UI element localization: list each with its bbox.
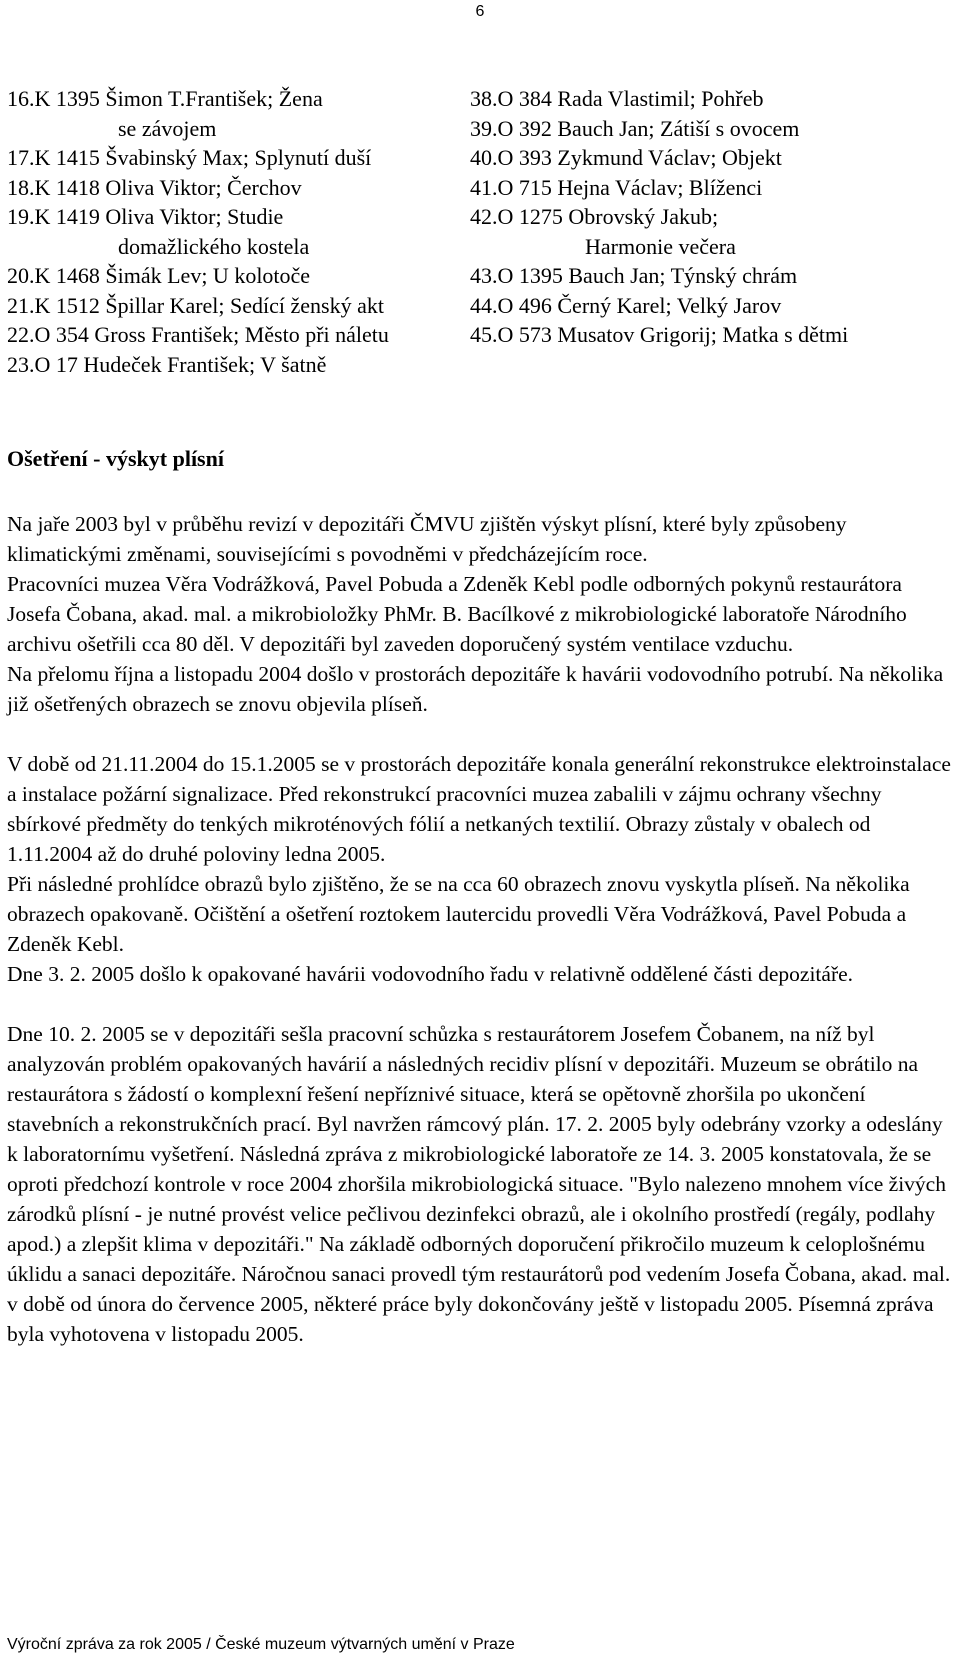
list-item-text: 16.K 1395 Šimon T.František; Žena (7, 86, 323, 111)
list-item-text: 18.K 1418 Oliva Viktor; Čerchov (7, 174, 302, 200)
list-item-text: 39.O 392 Bauch Jan; Zátiší s ovocem (470, 115, 800, 141)
list-item (470, 173, 920, 203)
list-item (470, 84, 920, 114)
list-item-text: 22.O 354 Gross František; Město při náletu (7, 322, 389, 347)
paragraph: Dne 3. 2. 2005 došlo k opakované havárii vodovodního řadu v relativně oddělené části depozitáře. (7, 962, 854, 986)
list-item (470, 202, 920, 261)
artwork-list-right (470, 84, 920, 350)
list-item-text: 17.K 1415 Švabinský Max; Splynutí duší (7, 145, 372, 170)
list-item-continuation: domažlického kostela (118, 233, 310, 259)
paragraph: Dne 10. 2. 2005 se v depozitáři sešla pracovní schůzka s restaurátorem Josefem Čobanem, na níž byl analyzován problém opakovaných havárií a následných recidiv plísní v depozitáři. Muzeum se obrátilo na restaurátora s žádostí o komplexní řešení nepříznivé situace, která se opětovně zhoršila po ukončení stavebních a rekonstrukčních prací. Byl navržen rámcový plán. 17. 2. 2005 byly odebrány vzorky a odeslány k laboratornímu vyšetření. Následná zpráva z mikrobiologické laboratoře ze 14. 3. 2005 konstatovala, že se oproti předchozí kontrole v roce 2004 zhoršila mikrobiologická situace. "Bylo nalezeno mnohem více živých zárodků plísní - je nutné provést velice pečlivou dezinfekci obrazů, ale i okolního prostředí (regály, podlahy apod.) a zlepšit klima v depozitáři." Na základě odborných doporučení přikročilo muzeum k celoplošnému úklidu a sanaci depozitáře. Náročnou sanaci provedl tým restaurátorů pod vedením Josefa Čobana, akad. mal. v době od února do července 2005, některé práce byly dokončovány ještě v listopadu 2005. Písemná zpráva byla vyhotovena v listopadu 2005. (7, 1022, 951, 1346)
artwork-list-left (7, 84, 447, 379)
list-item-text: 38.O 384 Rada Vlastimil; Pohřeb (470, 86, 764, 111)
section-heading: Ošetření - výskyt plísní (7, 446, 224, 471)
list-item-continuation: se závojem (118, 115, 217, 141)
list-item (7, 84, 447, 143)
list-item (470, 320, 920, 350)
list-item-text: 43.O 1395 Bauch Jan; Týnský chrám (470, 263, 798, 288)
list-item-text: 45.O 573 Musatov Grigorij; Matka s dětmi (470, 322, 849, 347)
list-item-text: 44.O 496 Černý Karel; Velký Jarov (470, 292, 782, 318)
paragraph: Na jaře 2003 byl v průběhu revizí v depozitáři ČMVU zjištěn výskyt plísní, které byly způsobeny klimatickými změnami, souvisejícími s povodněmi v předcházejícím roce. (7, 512, 847, 566)
list-item (7, 202, 447, 261)
list-item (7, 261, 447, 291)
section-body (7, 509, 957, 1349)
list-item-text: 42.O 1275 Obrovský Jakub; (470, 204, 719, 229)
paragraph: Při následné prohlídce obrazů bylo zjištěno, že se na cca 60 obrazech znovu vyskytla plíseň. Na několika obrazech opakovaně. Očištění a ošetření roztokem lautercidu provedli Věra Vodrážková, Pavel Pobuda a Zdeněk Kebl. (7, 872, 910, 956)
list-item (7, 143, 447, 173)
list-item-continuation: Harmonie večera (585, 233, 736, 259)
list-item (7, 291, 447, 321)
list-item (7, 350, 447, 380)
list-item (470, 291, 920, 321)
list-item (470, 143, 920, 173)
page-number: 6 (475, 3, 485, 20)
list-item-text: 20.K 1468 Šimák Lev; U kolotoče (7, 263, 311, 288)
list-item-text: 40.O 393 Zykmund Václav; Objekt (470, 145, 782, 170)
list-item (470, 261, 920, 291)
list-item (7, 173, 447, 203)
list-item-text: 21.K 1512 Špillar Karel; Sedící ženský akt (7, 292, 384, 318)
paragraph: V době od 21.11.2004 do 15.1.2005 se v prostorách depozitáře konala generální rekonstrukce elektroinstalace a instalace požární signalizace. Před rekonstrukcí pracovníci muzea zabalili v zájmu ochrany všechny sbírkové předměty do tenkých mikroténových fólií a netkaných textilií. Obrazy zůstaly v obalech od 1.11.2004 až do druhé poloviny ledna 2005. (7, 752, 951, 866)
paragraph: Na přelomu října a listopadu 2004 došlo v prostorách depozitáře k havárii vodovodního potrubí. Na několika již ošetřených obrazech se znovu objevila plíseň. (7, 662, 944, 716)
list-item-text: 41.O 715 Hejna Václav; Blíženci (470, 174, 763, 200)
paragraph: Pracovníci muzea Věra Vodrážková, Pavel Pobuda a Zdeněk Kebl podle odborných pokynů restaurátora Josefa Čobana, akad. mal. a mikrobioložky PhMr. B. Bacílkové z mikrobiologické laboratoře Národního archivu ošetřili cca 80 děl. V depozitáři byl zaveden doporučený systém ventilace vzduchu. (7, 572, 907, 656)
list-item (470, 114, 920, 144)
list-item-text: 19.K 1419 Oliva Viktor; Studie (7, 204, 284, 229)
list-item-text: 23.O 17 Hudeček František; V šatně (7, 351, 327, 377)
list-item (7, 320, 447, 350)
page-footer: Výroční zpráva za rok 2005 / České muzeum výtvarných umění v Praze (7, 1636, 515, 1653)
